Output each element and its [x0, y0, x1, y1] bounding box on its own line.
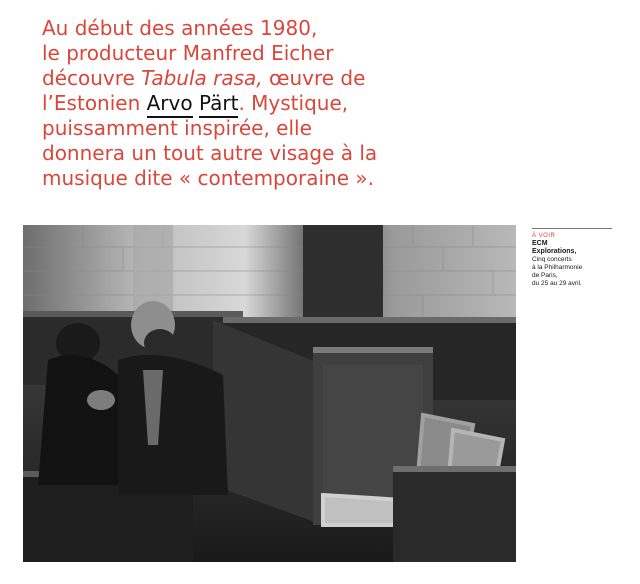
lead-line-3-pre: découvre [42, 66, 142, 90]
lead-line-7: musique dite « contemporaine ». [42, 166, 374, 190]
sidebar-detail-line-3: de Paris, [532, 272, 558, 279]
lead-line-5: puissamment inspirée, elle [42, 116, 312, 140]
church-photograph [23, 225, 516, 562]
sidebar-title-line-1: ECM [532, 240, 548, 247]
sidebar-divider [532, 228, 612, 229]
lead-line-1: Au début des années 1980, [42, 16, 318, 40]
lead-line-3-post: œuvre de [262, 66, 366, 90]
photo-illustration [23, 225, 516, 562]
sidebar-title-line-2: Explorations, [532, 248, 577, 255]
work-title: Tabula rasa, [141, 66, 263, 90]
lead-paragraph [42, 16, 462, 191]
lead-line-4 [42, 91, 462, 116]
sidebar-kicker: À VOIR [532, 233, 556, 239]
lead-line-3 [42, 66, 462, 91]
composer-first-name-link[interactable]: Arvo [147, 91, 193, 118]
lead-line-4-pre: l’Estonien [42, 91, 147, 115]
sidebar-detail-line-1: Cinq concerts [532, 256, 572, 263]
composer-last-name-link[interactable]: Pärt [199, 91, 238, 118]
sidebar-detail-line-2: à la Philharmonie [532, 264, 583, 271]
sidebar-detail-line-4: du 25 au 29 avril. [532, 280, 582, 287]
sidebar-event-info [532, 228, 612, 288]
lead-line-4-post: . Mystique, [238, 91, 349, 115]
lead-line-6: donnera un tout autre visage à la [42, 141, 378, 165]
lead-line-2: le producteur Manfred Eicher [42, 41, 334, 65]
